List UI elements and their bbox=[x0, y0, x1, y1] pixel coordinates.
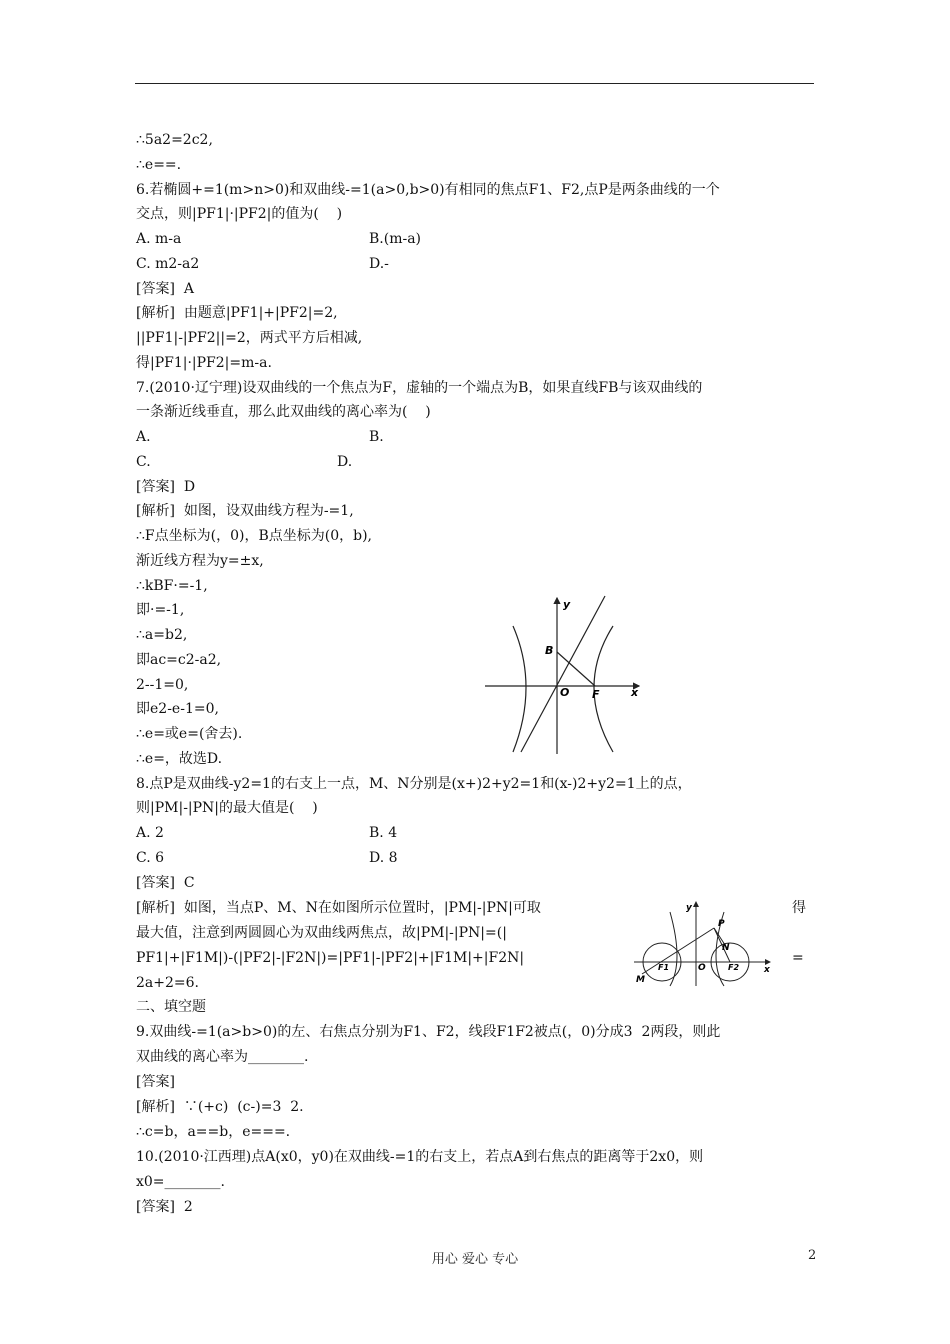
text-line: ∴e=，故选D. bbox=[136, 751, 223, 767]
axis-label-x: x bbox=[631, 686, 639, 699]
text-line: ∴e==. bbox=[136, 157, 182, 173]
text-line: 2--1=0, bbox=[136, 677, 189, 693]
answer: [答案] A bbox=[136, 281, 194, 297]
text-line: ∴5a2=2c2, bbox=[136, 132, 213, 148]
text-line: 即e2-e-1=0, bbox=[136, 701, 219, 717]
option-b: B. 4 bbox=[369, 825, 398, 841]
option-c: C. bbox=[136, 454, 151, 470]
point-label-p: P bbox=[718, 919, 725, 929]
answer: [答案] D bbox=[136, 479, 196, 495]
text-line: PF1|+|F1M|)-(|PF2|-|F2N|)=|PF1|-|PF2|+|F1M|+|F2N| bbox=[136, 950, 525, 966]
question-7: 7.(2010·辽宁理)设双曲线的一个焦点为F，虚轴的一个端点为B，如果直线FB与该双曲线的 bbox=[136, 380, 703, 396]
text-line: ∴kBF·=-1, bbox=[136, 578, 208, 594]
option-c: C. m2-a2 bbox=[136, 256, 200, 272]
page-footer: 用心 爱心 专心 bbox=[431, 1252, 519, 1267]
text-line: 2a+2=6. bbox=[136, 975, 199, 991]
text-line: 双曲线的离心率为________. bbox=[136, 1049, 309, 1065]
point-label-o: O bbox=[560, 686, 570, 699]
option-a: A. 2 bbox=[136, 825, 164, 841]
text-line: 即ac=c2-a2, bbox=[136, 652, 222, 668]
axis-label-x: x bbox=[764, 965, 770, 975]
section-heading: 二、填空题 bbox=[136, 999, 206, 1015]
point-label-f2: F2 bbox=[728, 963, 740, 972]
axis-label-y: y bbox=[563, 598, 571, 611]
option-d: D. 8 bbox=[369, 850, 398, 866]
point-label-b: B bbox=[545, 644, 554, 657]
text-line: ∴a=b2, bbox=[136, 627, 188, 643]
solution: [解析] 如图，当点P、M、N在如图所示位置时，|PM|-|PN|可取 bbox=[136, 900, 541, 916]
text-line: 得|PF1|·|PF2|=m-a. bbox=[136, 355, 272, 371]
question-8: 8.点P是双曲线-y2=1的右支上一点，M、N分别是(x+)2+y2=1和(x-)2+y2=1上的点， bbox=[136, 776, 692, 792]
figure-two-circles bbox=[632, 898, 780, 988]
text-line: 最大值，注意到两圆圆心为双曲线两焦点，故|PM|-|PN|=(| bbox=[136, 925, 507, 941]
point-label-f1: F1 bbox=[658, 963, 670, 972]
answer: [答案] bbox=[136, 1074, 175, 1090]
answer: [答案] C bbox=[136, 875, 195, 891]
text-line: 即·=-1, bbox=[136, 602, 185, 618]
option-b: B.(m-a) bbox=[369, 231, 422, 247]
axis-label-y: y bbox=[686, 903, 692, 913]
question-6: 6.若椭圆+=1(m>n>0)和双曲线-=1(a>0,b>0)有相同的焦点F1、F2,点P是两条曲线的一个 bbox=[136, 182, 720, 198]
solution: [解析] ∵(+c) (c-)=3 2. bbox=[136, 1099, 304, 1115]
page-number: 2 bbox=[808, 1248, 817, 1263]
question-10: 10.(2010·江西理)点A(x0，y0)在双曲线-=1的右支上，若点A到右焦点的距离等于2x0，则 bbox=[136, 1149, 704, 1165]
text-line: x0=________. bbox=[136, 1174, 225, 1190]
point-label-m: M bbox=[636, 975, 645, 985]
text-line: = bbox=[792, 950, 804, 966]
text-line: ∴c=b，a==b，e===. bbox=[136, 1124, 291, 1140]
text-line: ||PF1|-|PF2||=2，两式平方后相减, bbox=[136, 330, 363, 346]
point-label-o: O bbox=[698, 963, 706, 973]
option-a: A. m-a bbox=[136, 231, 182, 247]
solution: [解析] 由题意|PF1|+|PF2|=2, bbox=[136, 305, 338, 321]
option-b: B. bbox=[369, 429, 384, 445]
question-9: 9.双曲线-=1(a>b>0)的左、右焦点分别为F1、F2，线段F1F2被点(，0)分成3 2两段，则此 bbox=[136, 1024, 721, 1040]
text-line: ∴F点坐标为(，0)，B点坐标为(0，b), bbox=[136, 528, 372, 544]
text-line: ∴e=或e=(舍去). bbox=[136, 726, 243, 742]
option-d: D. bbox=[337, 454, 353, 470]
text-line: 得 bbox=[792, 900, 806, 916]
figure-hyperbola-bf bbox=[483, 592, 645, 756]
option-a: A. bbox=[136, 429, 151, 445]
option-d: D.- bbox=[369, 256, 389, 272]
option-c: C. 6 bbox=[136, 850, 165, 866]
solution: [解析] 如图，设双曲线方程为-=1, bbox=[136, 503, 354, 519]
text-line: 则|PM|-|PN|的最大值是( ) bbox=[136, 800, 318, 816]
text-line: 渐近线方程为y=±x, bbox=[136, 553, 264, 569]
point-label-f: F bbox=[592, 688, 600, 701]
header-rule bbox=[135, 83, 814, 84]
answer: [答案] 2 bbox=[136, 1199, 193, 1215]
text-line: 一条渐近线垂直，那么此双曲线的离心率为( ) bbox=[136, 404, 431, 420]
text-line: 交点，则|PF1|·|PF2|的值为( ) bbox=[136, 206, 343, 222]
point-label-n: N bbox=[722, 943, 730, 953]
